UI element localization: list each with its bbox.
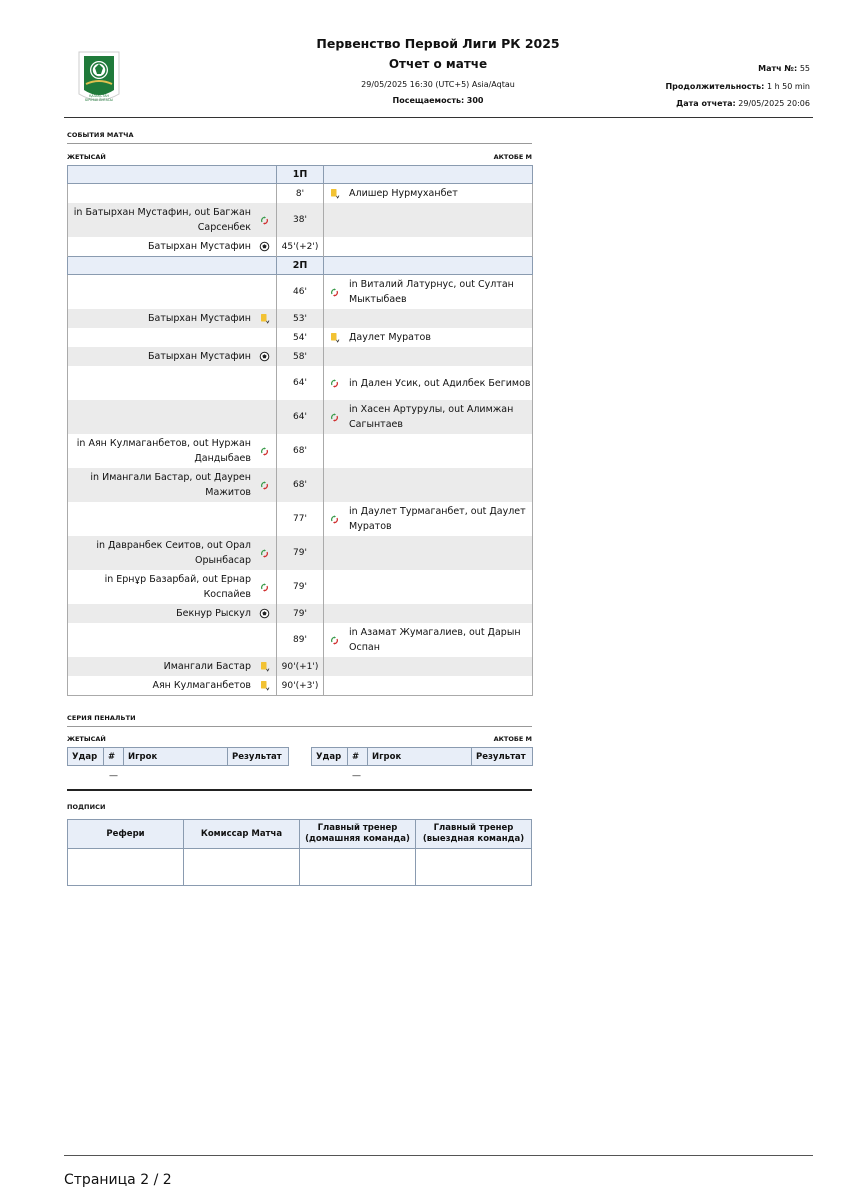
event-description: in Ернұр Базарбай, out Ернар Коспайев	[104, 574, 251, 600]
substitution-icon	[259, 446, 270, 457]
event-home-cell	[68, 366, 277, 400]
event-row	[68, 657, 533, 676]
event-away-cell	[324, 536, 533, 570]
event-minute: 77'	[277, 502, 324, 536]
event-away-cell	[324, 657, 533, 676]
sign-referee-cell[interactable]	[68, 849, 184, 886]
event-description: in Даулет Турмаганбет, out Даулет Муратов	[349, 506, 526, 532]
event-minute: 64'	[277, 400, 324, 434]
events-away-team: АКТОБЕ М	[493, 153, 532, 161]
half-row-right	[324, 257, 533, 275]
event-away-cell	[324, 604, 533, 623]
match-datetime: 29/05/2025 16:30 (UTC+5) Asia/Aqtau	[361, 80, 515, 89]
league-logo	[76, 50, 122, 106]
sign-col-home-coach: Главный тренер (домашняя команда)	[300, 820, 416, 849]
event-row	[68, 676, 533, 696]
event-description: Аян Кулмаганбетов	[152, 680, 251, 691]
yellow-card-icon	[259, 313, 270, 324]
pen-home-col-kick: Удар	[68, 748, 104, 766]
sign-col-referee: Рефери	[68, 820, 184, 849]
sign-col-away-coach: Главный тренер (выездная команда)	[416, 820, 532, 849]
event-minute: 79'	[277, 570, 324, 604]
event-minute: 58'	[277, 347, 324, 366]
events-home-team: ЖЕТЫСАЙ	[67, 153, 106, 161]
pen-away-col-num: #	[348, 748, 368, 766]
event-away-cell	[324, 676, 533, 696]
event-home-cell	[68, 570, 277, 604]
sign-home-coach-cell[interactable]	[300, 849, 416, 886]
yellow-card-icon	[329, 188, 340, 199]
event-minute: 90'(+1')	[277, 657, 324, 676]
event-home-cell	[68, 536, 277, 570]
goal-ball-icon	[259, 351, 270, 362]
event-home-cell	[68, 400, 277, 434]
substitution-icon	[259, 548, 270, 559]
event-row	[68, 502, 533, 536]
substitution-icon	[329, 412, 340, 423]
report-subtitle: Отчет о матче	[388, 57, 488, 71]
event-minute: 64'	[277, 366, 324, 400]
half-row-left	[68, 257, 277, 275]
event-description: in Виталий Латурнус, out Султан Мыктыбаев	[349, 279, 514, 305]
event-away-cell	[324, 328, 533, 347]
event-away-cell	[324, 275, 533, 310]
penalties-away-table	[311, 747, 533, 766]
event-minute: 79'	[277, 536, 324, 570]
half-row-left	[68, 166, 277, 184]
event-minute: 53'	[277, 309, 324, 328]
pen-home-col-result: Результат	[228, 748, 289, 766]
event-row	[68, 275, 533, 310]
substitution-icon	[259, 480, 270, 491]
pen-away-col-player: Игрок	[368, 748, 472, 766]
penalties-home-empty: —	[109, 771, 118, 781]
event-home-cell	[68, 623, 277, 657]
event-row	[68, 203, 533, 237]
event-minute: 38'	[277, 203, 324, 237]
event-description: Даулет Муратов	[349, 332, 431, 343]
footer-divider	[64, 1155, 813, 1156]
event-home-cell	[68, 434, 277, 468]
event-minute: 79'	[277, 604, 324, 623]
pen-away-col-kick: Удар	[312, 748, 348, 766]
event-minute: 54'	[277, 328, 324, 347]
event-away-cell	[324, 366, 533, 400]
event-away-cell	[324, 623, 533, 657]
event-row	[68, 623, 533, 657]
events-section-title: СОБЫТИЯ МАТЧА	[67, 131, 134, 139]
event-away-cell	[324, 400, 533, 434]
event-description: in Батырхан Мустафин, out Багжан Сарсенбек	[73, 207, 251, 233]
page-number: Страница 2 / 2	[64, 1172, 172, 1188]
header-divider	[64, 117, 813, 118]
event-away-cell	[324, 347, 533, 366]
event-home-cell	[68, 347, 277, 366]
event-home-cell	[68, 676, 277, 696]
penalties-home-table	[67, 747, 289, 766]
event-home-cell	[68, 184, 277, 204]
events-section-divider	[67, 143, 532, 144]
event-description: Батырхан Мустафин	[148, 313, 251, 324]
event-description: in Имангали Бастар, out Даурен Мажитов	[90, 472, 251, 498]
pen-home-col-player: Игрок	[124, 748, 228, 766]
report-title: Первенство Первой Лиги РК 2025	[316, 36, 560, 51]
penalties-away-team: АКТОБЕ М	[493, 735, 532, 743]
event-home-cell	[68, 309, 277, 328]
signatures-section-title: ПОДПИСИ	[67, 803, 106, 811]
penalties-home-team: ЖЕТЫСАЙ	[67, 735, 106, 743]
event-row	[68, 468, 533, 502]
half-label: 1П	[277, 166, 324, 184]
event-away-cell	[324, 434, 533, 468]
event-minute: 89'	[277, 623, 324, 657]
yellow-card-icon	[329, 332, 340, 343]
event-row	[68, 570, 533, 604]
substitution-icon	[259, 215, 270, 226]
event-home-cell	[68, 468, 277, 502]
half-1-header	[68, 166, 533, 184]
match-number: Матч №: 55	[758, 64, 810, 73]
event-row	[68, 237, 533, 257]
event-home-cell	[68, 657, 277, 676]
event-row	[68, 434, 533, 468]
report-date: Дата отчета: 29/05/2025 20:06	[676, 99, 810, 108]
event-description: Бекнур Рыскул	[176, 608, 251, 619]
substitution-icon	[329, 287, 340, 298]
half-label: 2П	[277, 257, 324, 275]
event-row	[68, 347, 533, 366]
penalties-bottom-divider	[67, 789, 532, 791]
pen-home-col-num: #	[104, 748, 124, 766]
event-description: Алишер Нурмуханбет	[349, 188, 458, 199]
event-minute: 46'	[277, 275, 324, 310]
event-description: in Азамат Жумагалиев, out Дарын Оспан	[349, 627, 521, 653]
event-description: in Дален Усик, out Адилбек Бегимов	[349, 377, 531, 389]
event-description: Батырхан Мустафин	[148, 351, 251, 362]
goal-ball-icon	[259, 241, 270, 252]
signatures-table	[67, 819, 532, 886]
event-minute: 45'(+2')	[277, 237, 324, 257]
event-minute: 68'	[277, 468, 324, 502]
event-minute: 8'	[277, 184, 324, 204]
event-description: in Давранбек Сеитов, out Орал Орынбасар	[96, 540, 251, 566]
substitution-icon	[329, 514, 340, 525]
event-home-cell	[68, 328, 277, 347]
event-away-cell	[324, 184, 533, 204]
match-duration: Продолжительность: 1 h 50 min	[665, 82, 810, 91]
event-away-cell	[324, 237, 533, 257]
event-home-cell	[68, 203, 277, 237]
event-away-cell	[324, 309, 533, 328]
event-row	[68, 366, 533, 400]
event-row	[68, 604, 533, 623]
event-row	[68, 328, 533, 347]
event-description: Имангали Бастар	[163, 661, 251, 672]
event-description: Батырхан Мустафин	[148, 241, 251, 252]
event-home-cell	[68, 237, 277, 257]
event-away-cell	[324, 468, 533, 502]
sign-commissioner-cell[interactable]	[184, 849, 300, 886]
svg-text:БІРІНШІ ЛИГАСЫ: БІРІНШІ ЛИГАСЫ	[85, 98, 113, 102]
sign-col-commissioner: Комиссар Матча	[184, 820, 300, 849]
event-row	[68, 309, 533, 328]
yellow-card-icon	[259, 680, 270, 691]
event-minute: 90'(+3')	[277, 676, 324, 696]
event-home-cell	[68, 502, 277, 536]
yellow-card-icon	[259, 661, 270, 672]
substitution-icon	[259, 582, 270, 593]
event-away-cell	[324, 570, 533, 604]
event-minute: 68'	[277, 434, 324, 468]
half-row-right	[324, 166, 533, 184]
pen-away-col-result: Результат	[472, 748, 533, 766]
goal-ball-icon	[259, 608, 270, 619]
event-row	[68, 400, 533, 434]
event-home-cell	[68, 275, 277, 310]
svg-text:ҚАЗАҚСТАН: ҚАЗАҚСТАН	[89, 94, 109, 98]
substitution-icon	[329, 635, 340, 646]
penalties-section-title: СЕРИЯ ПЕНАЛЬТИ	[67, 714, 136, 722]
event-description: in Аян Кулмаганбетов, out Нуржан Дандыбаев	[76, 438, 251, 464]
attendance: Посещаемость: 300	[392, 96, 484, 105]
substitution-icon	[329, 378, 340, 389]
event-description: in Хасен Артурулы, out Алимжан Сагынтаев	[349, 404, 514, 430]
half-2-header	[68, 257, 533, 275]
sign-away-coach-cell[interactable]	[416, 849, 532, 886]
penalties-section-divider	[67, 726, 532, 727]
event-home-cell	[68, 604, 277, 623]
event-row	[68, 536, 533, 570]
event-away-cell	[324, 502, 533, 536]
event-away-cell	[324, 203, 533, 237]
penalties-away-empty: —	[352, 771, 361, 781]
event-row	[68, 184, 533, 204]
match-events-table	[67, 165, 533, 696]
